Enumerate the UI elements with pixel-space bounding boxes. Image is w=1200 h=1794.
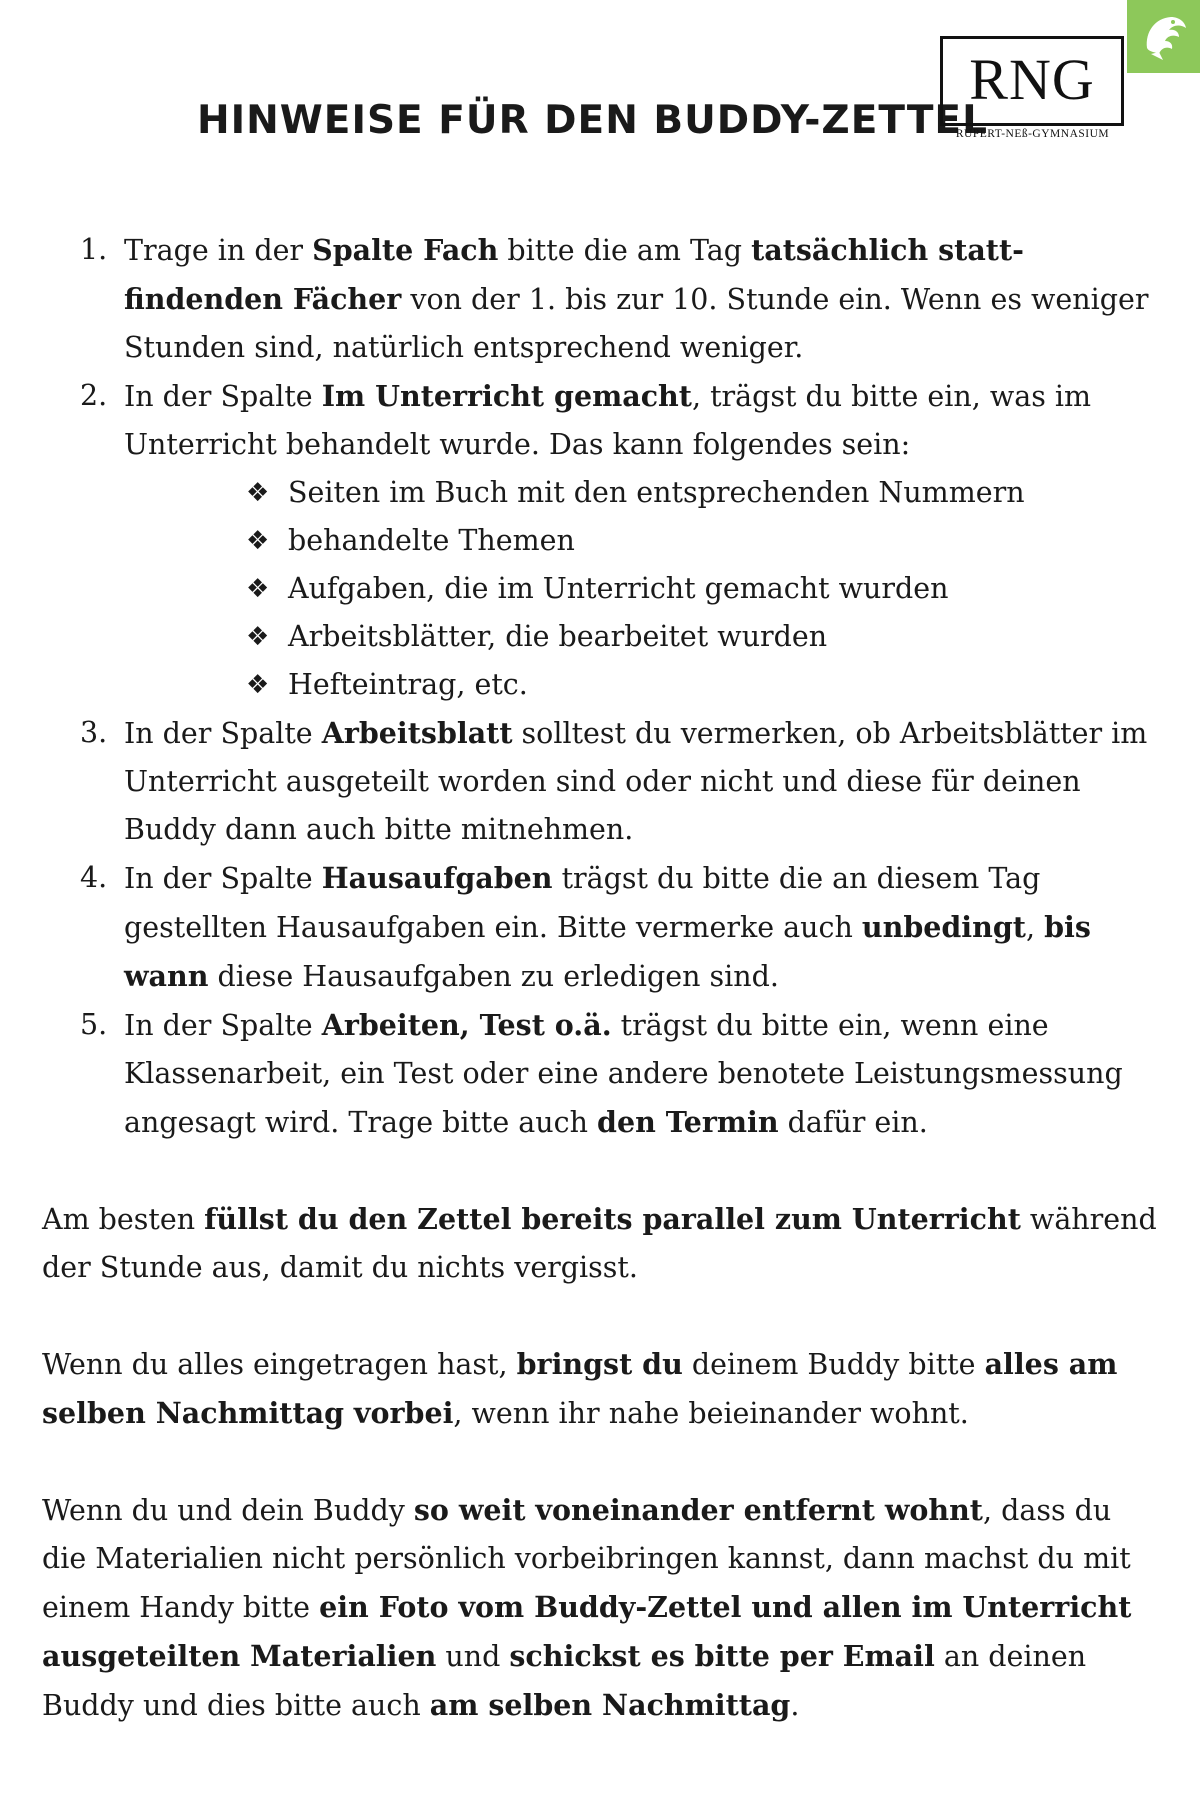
diamond-bullet-icon: ❖ [246,670,270,700]
diamond-bullet-icon: ❖ [246,574,270,604]
diamond-bullet-icon: ❖ [246,526,270,556]
text-run: Wenn du und dein Buddy [42,1494,414,1527]
text-run: , wenn ihr nahe beieinander wohnt. [453,1397,969,1430]
text-run: . [790,1689,800,1722]
bullet-text: Hefteintrag, etc. [288,668,528,701]
bullet-item [246,517,1162,565]
text-run: In der Spalte [124,717,322,750]
bold-text: Im Unterricht gemacht [321,379,692,413]
bullet-text: behandelte Themen [288,524,575,557]
text-run: Am besten [42,1203,205,1236]
bold-text: unbedingt [861,910,1026,944]
bold-text: schickst es bitte per Email [509,1639,935,1673]
list-number: 3. [80,716,108,749]
document-body [42,226,1162,1730]
list-number: 1. [80,233,108,266]
text-run: diese Hausaufgaben zu erledigen sind. [208,960,779,993]
page-header [0,0,1200,170]
text-run: In der Spalte [124,862,322,895]
bullet-item [246,469,1162,517]
bold-text: ein Foto vom Buddy-Zettel und allen im Unterricht ausgeteilten Materialien [42,1590,1132,1673]
paragraph [42,1486,1162,1730]
logo-subtitle: RUPERT-NEß-GYMNASIUM [955,128,1110,140]
bold-text: Spalte Fach [312,233,499,267]
text-run: Wenn du alles eingetragen hast, [42,1348,517,1381]
list-item [42,854,1162,1001]
list-item [42,1001,1162,1147]
bold-text: am selben Nachmittag [429,1688,791,1722]
bold-text: den Termin [597,1105,779,1139]
text-run: an deinen Buddy und dies bitte auch [42,1640,1087,1722]
bullet-item [246,565,1162,613]
text-run: In der Spalte [124,1009,322,1042]
list-item [42,709,1162,854]
bold-text: so weit voneinander entfernt wohnt [413,1493,983,1527]
text-run: , [1025,911,1045,944]
bold-text: Hausaufgaben [321,861,553,895]
text-run: , dass du die Materialien nicht persönlich vorbeibringen kannst, dann machst du mit einem Handy bitte [42,1494,1131,1624]
text-run: trägst du bitte ein, wenn eine Klassenarbeit, ein Test oder eine andere benotete Leistungsmessung angesagt wird. Trage bitte auch [124,1009,1123,1139]
diamond-bullet-icon: ❖ [246,622,270,652]
bold-text: bis wann [124,910,1091,993]
text-run: In der Spalte [124,380,322,413]
paragraph [42,1340,1162,1438]
list-number: 2. [80,379,108,412]
bold-text: füllst du den Zettel bereits parallel zum Unterricht [204,1202,1021,1236]
corner-badge [1127,0,1200,73]
text-run: während der Stunde aus, damit du nichts vergisst. [42,1203,1157,1284]
bold-text: Arbeitsblatt [321,716,513,750]
bold-text: tatsächlich statt-findenden Fächer [124,233,1024,316]
bullet-text: Arbeitsblätter, die bearbeitet wurden [288,620,828,653]
bullet-item [246,661,1162,709]
bold-text: Arbeiten, Test o.ä. [321,1008,612,1042]
paragraph [42,1195,1162,1292]
text-run: trägst du bitte die an diesem Tag gestellten Hausaufgaben ein. Bitte vermerke auch [124,862,1041,944]
eagle-icon [1135,8,1192,65]
list-item [42,372,1162,469]
bullet-text: Aufgaben, die im Unterricht gemacht wurden [288,572,949,605]
list-item [42,226,1162,372]
text-run: bitte die am Tag [498,234,752,267]
school-logo [940,36,1124,126]
text-run: solltest du vermerken, ob Arbeitsblätter im Unterricht ausgeteilt worden sind oder nicht und diese für deinen Buddy dann auch bitte mitnehmen. [124,717,1148,846]
page-title: HINWEISE FÜR DEN BUDDY-ZETTEL [197,98,988,143]
text-run: Trage in der [124,234,313,267]
list-number: 4. [80,861,108,894]
text-run: dafür ein. [778,1106,928,1139]
text-run: , trägst du bitte ein, was im Unterricht behandelt wurde. Das kann folgendes sein: [124,380,1092,461]
logo-letters: RNG [969,47,1095,112]
diamond-bullet-icon: ❖ [246,478,270,508]
text-run: deinem Buddy bitte [682,1348,985,1381]
bullet-list [42,469,1162,709]
instruction-list [42,226,1162,469]
list-number: 5. [80,1008,108,1041]
bold-text: bringst du [516,1347,683,1381]
bold-text: alles am selben Nachmittag vorbei [42,1347,1118,1430]
instruction-list-continued [42,709,1162,1147]
bullet-item [246,613,1162,661]
text-run: von der 1. bis zur 10. Stunde ein. Wenn es weniger Stunden sind, natürlich entsprechend weniger. [124,283,1149,364]
text-run: und [436,1640,510,1673]
bullet-text: Seiten im Buch mit den entsprechenden Nummern [288,476,1025,509]
